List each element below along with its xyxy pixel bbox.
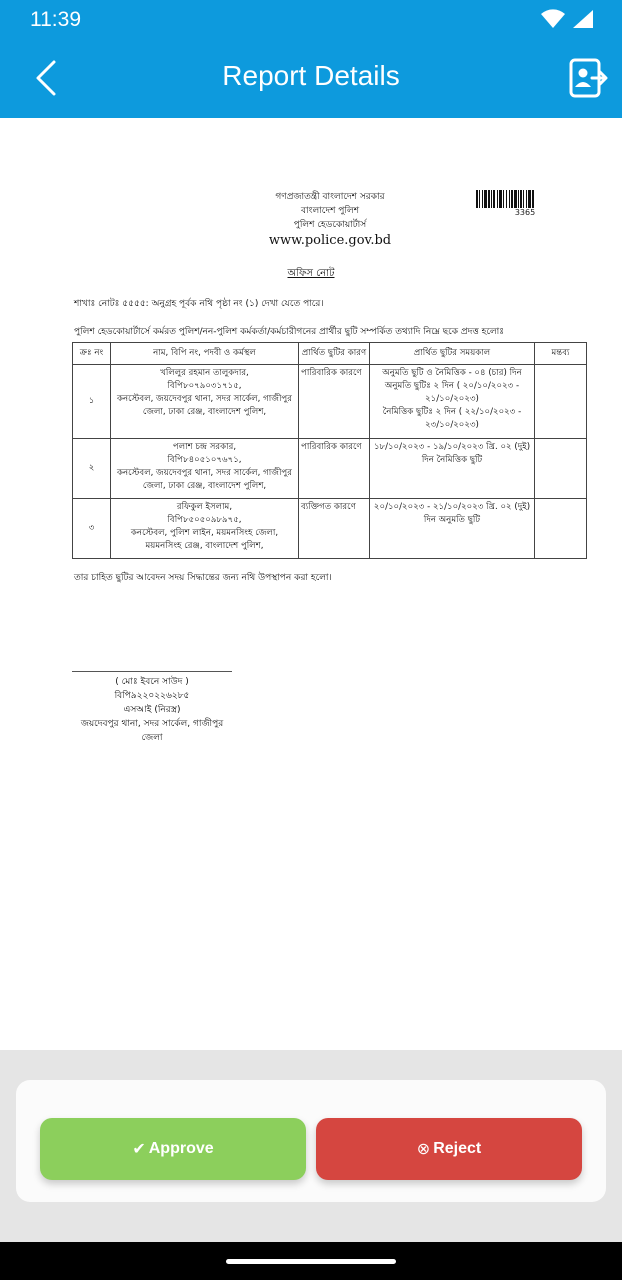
row-remark (535, 439, 587, 499)
close-circle-icon: ⊗ (416, 1141, 431, 1158)
period-line: ১৮/১০/২০২৩ - ১৯/১০/২০২৩ খ্রি. ০২ (দুই) দিন নৈমিত্তিক ছুটি (373, 442, 531, 465)
table-row (73, 499, 587, 559)
signal-icon (572, 9, 594, 29)
note-line-2: পুলিশ হেডকোয়ার্টার্সে কর্মরত পুলিশ/নন-পুলিশ কর্মকর্তা/কর্মচারীগনের প্রার্থীর ছুটি সম্পর্কিত তথ্যাদি নিম্নে ছকে প্রদত্ত হলোঃ (74, 327, 505, 337)
letterhead-line-3: পুলিশ হেডকোয়ার্টার্স (293, 220, 367, 230)
row-reason: পারিবারিক কারণে (299, 365, 370, 439)
action-area (0, 1050, 622, 1242)
report-document (0, 118, 622, 1050)
barcode-bar (532, 190, 534, 208)
period-line: ২০/১০/২০২৩ - ২১/১০/২০২৩ খ্রি. ০২ (দুই) দিন অনুমতি ছুটি (373, 502, 531, 525)
employee-bp: বিপি৮০৭৯০৩১৭১৫, (167, 381, 242, 391)
row-reason: ব্যক্তিগত কারণে (299, 499, 370, 559)
row-employee (111, 365, 299, 439)
employee-name: রফিকুল ইসলাম, (176, 502, 233, 512)
note-line-1: শাখাঃ নোটঃ ৫৫৫৫: অনুগ্রহ পূর্বক নথি পৃষ্ঠা নং (১) দেখা যেতে পারে। (74, 299, 324, 309)
barcode-bar (497, 190, 498, 208)
header-serial: ক্রঃ নং (73, 343, 111, 365)
employee-name: খলিলুর রহমান তালুকদার, (160, 368, 249, 378)
barcode-bar (491, 190, 492, 208)
row-period (370, 499, 535, 559)
system-nav-bar (0, 1242, 622, 1280)
app-bar (0, 0, 622, 118)
header-name: নাম, বিপি নং, পদবী ও কর্মস্থল (111, 343, 299, 365)
employee-district: ময়মনসিংহ রেঞ্জ, বাংলাদেশ পুলিশ, (145, 541, 264, 551)
status-time: 11:39 (30, 8, 81, 31)
barcode-bar (511, 190, 513, 208)
letterhead-line-2: বাংলাদেশ পুলিশ (300, 206, 360, 216)
barcode-bar (493, 190, 495, 208)
barcode-bar (476, 190, 478, 208)
reject-button[interactable] (316, 1118, 582, 1180)
check-icon: ✔ (132, 1141, 146, 1158)
barcode-bar (503, 190, 504, 208)
row-serial: ২ (73, 439, 111, 499)
row-remark (535, 365, 587, 439)
leave-table (72, 342, 587, 559)
row-serial: ১ (73, 365, 111, 439)
row-remark (535, 499, 587, 559)
employee-name: পলাশ চন্দ্র সরকার, (172, 442, 237, 452)
action-card (16, 1080, 606, 1202)
table-row (73, 365, 587, 439)
barcode-bar (526, 190, 527, 208)
header-remark: মন্তব্য (535, 343, 587, 365)
forward-button[interactable] (568, 56, 608, 100)
row-employee (111, 439, 299, 499)
table-header-row (73, 343, 587, 365)
employee-post: কনস্টেবল, জয়দেবপুর থানা, সদর সার্কেল, গাজীপুর (117, 468, 292, 478)
barcode-bar (520, 190, 522, 208)
employee-post: কনস্টেবল, জয়দেবপুর থানা, সদর সার্কেল, গাজীপুর (117, 394, 292, 404)
barcode-bar (523, 190, 524, 208)
period-line: অনুমতি ছুটি ও নৈমিত্তিক - ০৪ (চার) দিন (382, 368, 522, 378)
signatory-rank: এসআই (নিরস্ত্র) (123, 705, 181, 715)
approve-button[interactable] (40, 1118, 306, 1180)
row-employee (111, 499, 299, 559)
letterhead-line-1: গণপ্রজাতন্ত্রী বাংলাদেশ সরকার (275, 192, 385, 202)
barcode-bar (528, 190, 531, 208)
page-title: Report Details (222, 60, 400, 91)
row-period (370, 439, 535, 499)
employee-bp: বিপি৮৪০৫১০৭৬৭১, (167, 455, 242, 465)
barcode-bar (488, 190, 490, 208)
header-period: প্রার্থিত ছুটির সময়কাল (370, 343, 535, 365)
employee-bp: বিপি৮৫০৫০৯৮৯৭৫, (167, 515, 242, 525)
signatory-name: ( মোঃ ইবনে সাউদ ) (115, 677, 189, 687)
signatory-bp: বিপি৯২২০২২৬২৮৫ (114, 691, 190, 701)
barcode-bar (484, 190, 487, 208)
row-reason: পারিবারিক কারণে (299, 439, 370, 499)
barcode-bar (506, 190, 507, 208)
barcode-bar (482, 190, 483, 208)
approve-label: Approve (148, 1140, 214, 1157)
barcode (476, 190, 574, 208)
signatory-unit: জয়দেবপুর থানা, সদর সার্কেল, গাজীপুর (80, 719, 224, 729)
row-period (370, 365, 535, 439)
period-line: অনুমতি ছুটিঃ ২ দিন ( ২০/১০/২০২৩ - ২১/১০/২০২৩) (384, 381, 520, 404)
table-row (73, 439, 587, 499)
wifi-icon (540, 9, 566, 29)
reject-label: Reject (433, 1140, 482, 1157)
user-transfer-icon (568, 56, 608, 100)
letterhead-website: www.police.gov.bd (268, 233, 392, 248)
letterhead (230, 190, 430, 249)
period-line: নৈমিত্তিক ছুটিঃ ২ দিন ( ২২/১০/২০২৩ - ২৩/১০/২০২৩) (382, 407, 522, 430)
barcode-bar (514, 190, 517, 208)
signature-block (72, 671, 232, 745)
footer-note: তার চাহিত ছুটির আবেদন সদয় সিদ্ধান্তের জন্য নথি উপস্থাপন করা হলো। (74, 573, 332, 583)
row-serial: ৩ (73, 499, 111, 559)
signatory-district: জেলা (141, 733, 163, 743)
employee-district: জেলা, ঢাকা রেঞ্জ, বাংলাদেশ পুলিশ, (142, 407, 267, 417)
employee-district: জেলা, ঢাকা রেঞ্জ, বাংলাদেশ পুলিশ, (142, 481, 267, 491)
barcode-bar (509, 190, 510, 208)
home-indicator[interactable] (226, 1259, 396, 1264)
office-note-heading: অফিস নোট (287, 268, 335, 279)
barcode-number: 3365 (514, 208, 536, 217)
status-icons (540, 9, 594, 29)
barcode-bar (518, 190, 519, 208)
employee-post: কনস্টেবল, পুলিশ লাইন, ময়মনসিংহ জেলা, (130, 528, 279, 538)
barcode-bar (479, 190, 480, 208)
barcode-bar (499, 190, 502, 208)
header-reason: প্রার্থিত ছুটির কারণ (299, 343, 370, 365)
